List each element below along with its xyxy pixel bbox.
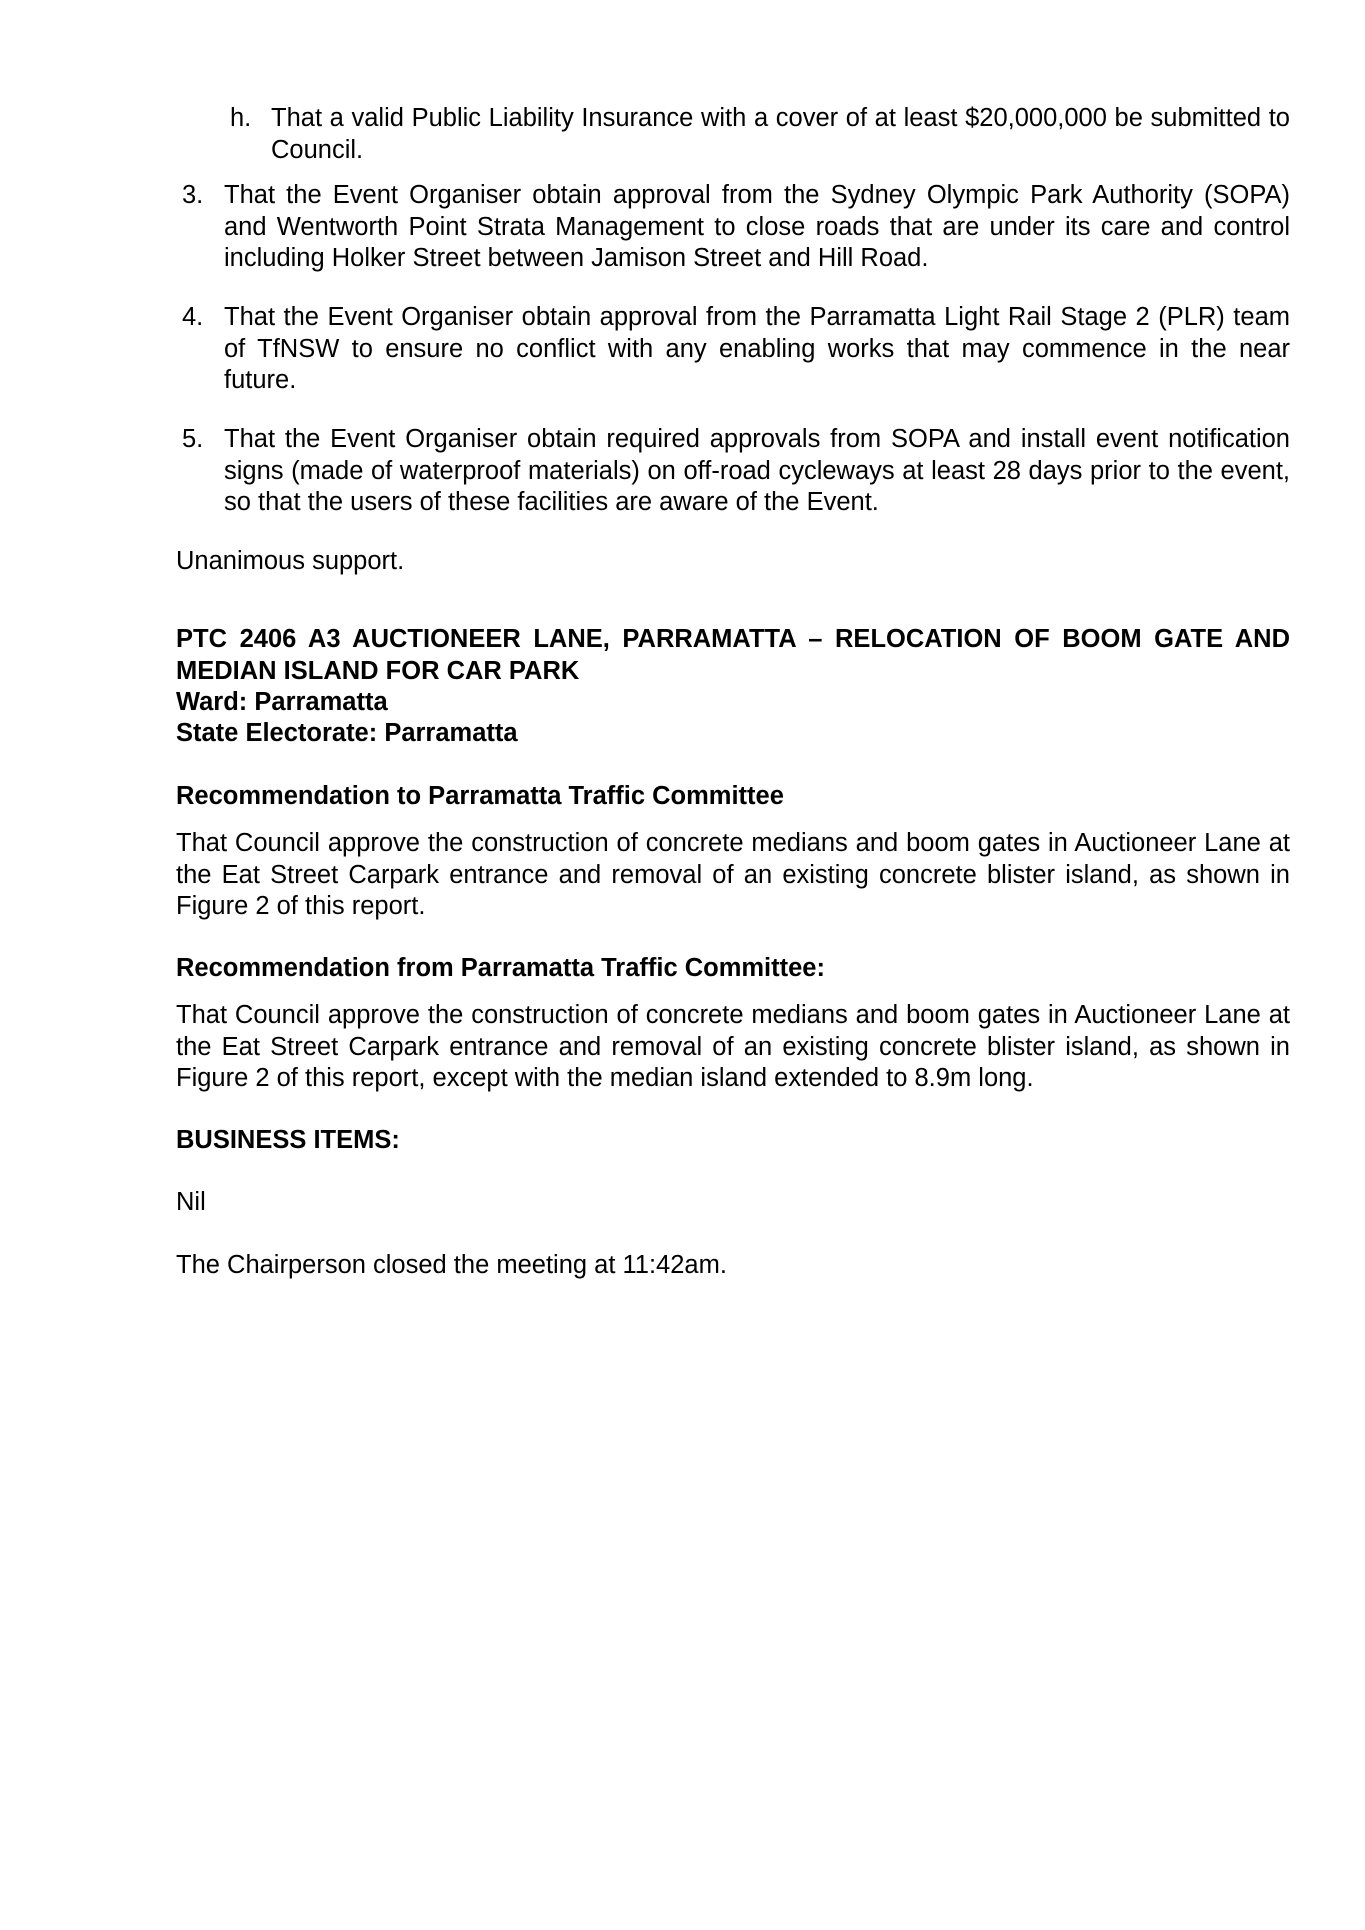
recommendation-from-text: That Council approve the construction of concrete medians and boom gates in Auctioneer Lane at the Eat Street Carpark entrance and removal of an existing concrete blister island, as shown in Figure 2 of this report, except with the median island extended to 8.9m long.: [176, 1001, 1290, 1092]
list-marker: 5.: [182, 425, 204, 453]
list-item-text: That the Event Organiser obtain approval from the Parramatta Light Rail Stage 2 (PLR) team of TfNSW to ensure no conflict with any enabling works that may commence in the near future.: [224, 303, 1290, 394]
unanimous-support: Unanimous support.: [176, 547, 405, 575]
ward-label: Ward: Parramatta: [176, 688, 388, 716]
recommendation-to-text: That Council approve the construction of concrete medians and boom gates in Auctioneer Lane at the Eat Street Carpark entrance and removal of an existing concrete blister island, as shown in Figure 2 of this report.: [176, 829, 1290, 920]
item-title: PTC 2406 A3 AUCTIONEER LANE, PARRAMATTA – RELOCATION OF BOOM GATE AND MEDIAN ISLAND FOR CAR PARK: [176, 625, 1290, 685]
list-marker: 4.: [182, 303, 204, 331]
list-marker: h.: [230, 104, 252, 132]
recommendation-from-heading: Recommendation from Parramatta Traffic Committee:: [176, 954, 825, 982]
meeting-closing: The Chairperson closed the meeting at 11:42am.: [176, 1251, 727, 1279]
list-item-text: That a valid Public Liability Insurance with a cover of at least $20,000,000 be submitted to Council.: [271, 104, 1290, 164]
electorate-label: State Electorate: Parramatta: [176, 719, 518, 747]
list-item-text: That the Event Organiser obtain approval from the Sydney Olympic Park Authority (SOPA) and Wentworth Point Strata Management to close roads that are under its care and control including Holker Street between Jamison Street and Hill Road.: [224, 181, 1290, 272]
list-item-text: That the Event Organiser obtain required approvals from SOPA and install event notification signs (made of waterproof materials) on off-road cycleways at least 28 days prior to the event, so that the users of these facilities are aware of the Event.: [224, 425, 1290, 516]
list-marker: 3.: [182, 181, 204, 209]
business-items-heading: BUSINESS ITEMS:: [176, 1126, 400, 1154]
business-items-text: Nil: [176, 1188, 206, 1216]
recommendation-to-heading: Recommendation to Parramatta Traffic Committee: [176, 782, 784, 810]
